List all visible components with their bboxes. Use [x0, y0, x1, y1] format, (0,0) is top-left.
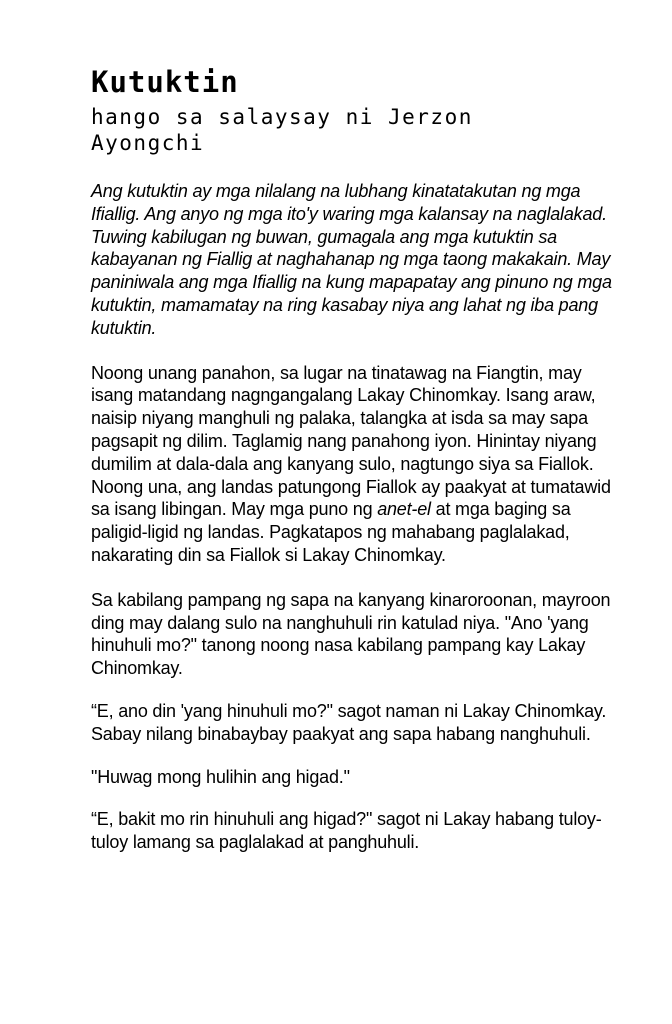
- page-content: [91, 64, 621, 854]
- paragraph-1: [91, 362, 613, 567]
- paragraph-3: “E, ano din 'yang hinuhuli mo?" sagot naman ni Lakay Chinomkay. Sabay nilang binabaybay paakyat ang sapa habang nanghuhuli.: [91, 700, 607, 744]
- story-title: Kutuktin: [91, 65, 239, 99]
- paragraph-4: "Huwag mong hulihin ang higad.": [91, 766, 350, 787]
- intro-paragraph: Ang kutuktin ay mga nilalang na lubhang kinatatakutan ng mga Ifiallig. Ang anyo ng mga ito'y waring mga kalansay na naglalakad. Tuwing kabilugan ng buwan, gumagala ang mga kutuktin sa kabayanan ng Fiallig at naghahanap ng mga taong makakain. May paniniwala ang mga Ifiallig na kung mapapatay ang pinuno ng mga kutuktin, mamamatay na ring kasabay niya ang lahat ng iba pang kutuktin.: [91, 181, 612, 338]
- paragraph-1-part-2: at mga baging sa paligid-ligid ng landas. Pagkatapos ng mahabang paglalakad, nakarating din sa Fiallok si Lakay Chinomkay.: [91, 499, 571, 565]
- paragraph-1-part-1: Noong unang panahon, sa lugar na tinatawag na Fiangtin, may isang matandang nagngangalang Lakay Chinomkay. Isang araw, naisip niyang manghuli ng palaka, talangka at isda sa may sapa pagsapit ng dilim. Taglamig nang panahong iyon. Hinintay niyang dumilim at dala-dala ang kanyang sulo, nagtungo siya sa Fiallok. Noong una, ang landas patungong Fiallok ay paakyat at tumatawid sa isang libingan. May mga puno ng: [91, 362, 611, 520]
- story-subtitle: hango sa salaysay ni Jerzon Ayongchi: [91, 105, 473, 155]
- paragraph-2: Sa kabilang pampang ng sapa na kanyang kinaroroonan, mayroon ding may dalang sulo na nanghuhuli rin katulad niya. "Ano 'yang hinuhuli mo?" tanong noong nasa kabilang pampang kay Lakay Chinomkay.: [91, 589, 611, 679]
- paragraph-5: “E, bakit mo rin hinuhuli ang higad?" sagot ni Lakay habang tuloy-tuloy lamang sa paglalakad at panghuhuli.: [91, 809, 602, 853]
- anet-el-term: anet-el: [377, 499, 431, 520]
